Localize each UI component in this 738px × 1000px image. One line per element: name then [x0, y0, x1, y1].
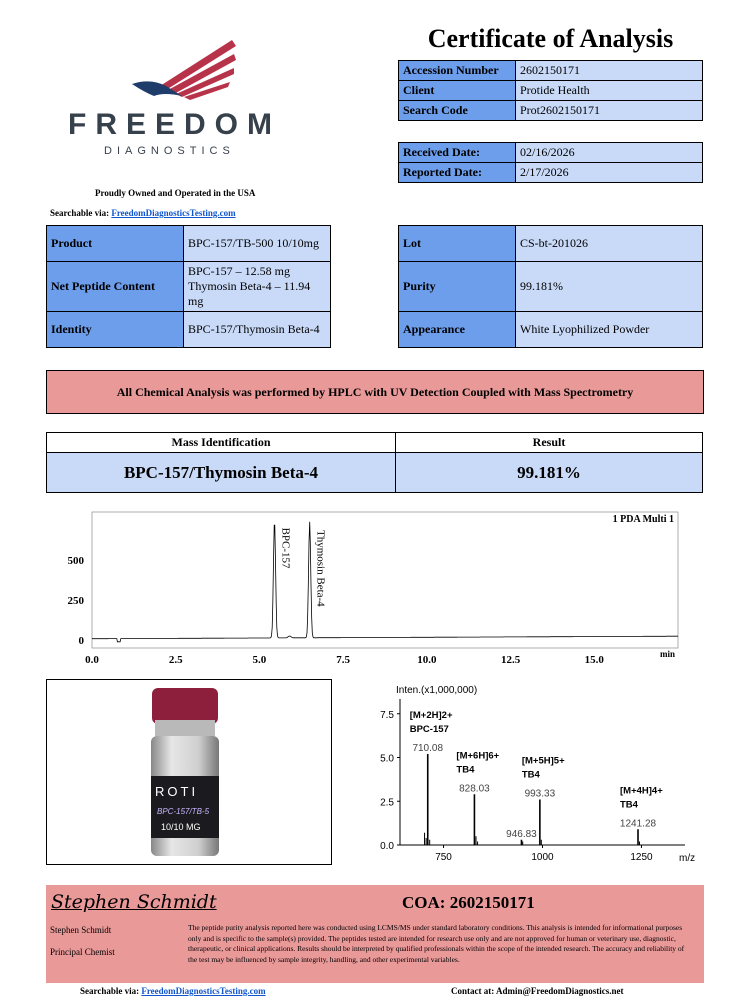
net-peptide-value: BPC-157 – 12.58 mg Thymosin Beta-4 – 11.94 mg: [184, 262, 331, 312]
search-code-label: Search Code: [399, 101, 516, 121]
logo-subtitle: DIAGNOSTICS: [104, 145, 235, 157]
chemist-role: Principal Chemist: [50, 947, 115, 957]
logo-name: FREEDOM: [68, 108, 281, 141]
footer-panel: [46, 885, 704, 983]
peak-label: BPC-157: [279, 527, 292, 569]
x-tick-label: 1250: [630, 852, 653, 863]
y-tick-label: 500: [67, 555, 84, 567]
disclaimer: The peptide purity analysis reported here was conducted using LCMS/MS under standard laboratory conditions. This analysis is intended for informational purposes only and is specific to the sample(s) provided. The peptides tested are intended for research use only and are not approved for human or veterinary use, diagnostic, therapeutic, or clinical applications. Results should be interpreted by qualified professionals within the scope of the intended research. The accuracy and reliability of the test may be influenced by sample integrity, handling, and other experimental variables.: [188, 923, 685, 964]
peak-value-label: 828.03: [459, 783, 490, 795]
lot-value: CS-bt-201026: [516, 226, 703, 262]
client-label: Client: [399, 81, 516, 101]
vial-label: BPC-157/TB-5: [157, 807, 210, 816]
x-tick-label: 2.5: [168, 654, 183, 666]
search-code-value: Prot2602150171: [516, 101, 703, 121]
hplc-chromatogram: [50, 508, 690, 668]
peak-value-label: 993.33: [524, 788, 556, 800]
x-axis-label: m/z: [679, 853, 696, 864]
page-title: Certificate of Analysis: [427, 24, 674, 53]
ion-label: [M+4H]4+: [620, 785, 663, 797]
mass-id-value: BPC-157/Thymosin Beta-4: [47, 453, 396, 493]
mass-spectrum: [360, 683, 705, 868]
product-label: Product: [47, 226, 184, 262]
y-tick-label: 250: [67, 595, 84, 607]
ion-label: [M+6H]6+: [456, 750, 500, 762]
flag-icon: [130, 34, 240, 104]
method-banner: All Chemical Analysis was performed by HPLC with UV Detection Coupled with Mass Spectrometry: [46, 370, 704, 414]
contact-label: Contact at:: [451, 986, 495, 996]
vial-dose: 10/10 MG: [161, 822, 201, 832]
result-header: Result: [396, 433, 703, 453]
received-value: 02/16/2026: [516, 143, 703, 163]
x-tick-label: 750: [435, 852, 452, 863]
x-tick-label: 15.0: [584, 654, 604, 666]
ion-label: TB4: [620, 799, 638, 811]
lot-label: Lot: [399, 226, 516, 262]
footer-contact: [451, 986, 623, 996]
y-tick-label: 2.5: [380, 797, 394, 809]
appearance-value: White Lyophilized Powder: [516, 312, 703, 348]
y-tick-label: 0.0: [380, 841, 394, 852]
searchable-top: [50, 208, 236, 218]
purity-label: Purity: [399, 262, 516, 312]
y-tick-label: 5.0: [380, 753, 394, 765]
peak-value-label: 1241.28: [619, 818, 657, 830]
plot-frame: [92, 512, 678, 648]
reported-value: 2/17/2026: [516, 163, 703, 183]
product-table: [46, 225, 331, 348]
received-label: Received Date:: [399, 143, 516, 163]
net-peptide-label: Net Peptide Content: [47, 262, 184, 312]
ion-label: [M+2H]2+: [409, 710, 453, 721]
contact-email[interactable]: Admin@FreedomDiagnostics.net: [496, 986, 624, 996]
x-tick-label: 12.5: [500, 654, 521, 666]
product-value: BPC-157/TB-500 10/10mg: [184, 226, 331, 262]
coa-number: COA: 2602150171: [402, 893, 535, 912]
footer-searchable-link[interactable]: FreedomDiagnosticsTesting.com: [141, 986, 266, 996]
peak-value-label: 946.83: [506, 828, 537, 840]
ion-label: TB4: [456, 764, 475, 776]
x-tick-label: 1000: [531, 852, 554, 863]
vial-photo: [46, 679, 332, 865]
x-tick-label: 5.0: [252, 654, 267, 666]
footer-searchable: [80, 986, 266, 996]
lot-table: [398, 225, 703, 348]
result-value: 99.181%: [396, 453, 703, 493]
identity-value: BPC-157/Thymosin Beta-4: [184, 312, 331, 348]
x-tick-label: 10.0: [417, 654, 437, 666]
peak-label: Thymosin Beta-4: [314, 530, 327, 607]
dates-table: [398, 142, 703, 183]
x-tick-label: 7.5: [336, 654, 351, 666]
logo: [60, 30, 290, 180]
ion-label: TB4: [521, 769, 540, 781]
x-tick-label: 0.0: [85, 654, 99, 666]
y-axis-label: Inten.(x1,000,000): [396, 685, 478, 696]
identity-label: Identity: [47, 312, 184, 348]
client-value: Protide Health: [516, 81, 703, 101]
mass-id-header: Mass Identification: [47, 433, 396, 453]
appearance-label: Appearance: [399, 312, 516, 348]
accession-value: 2602150171: [516, 61, 703, 81]
searchable-link[interactable]: FreedomDiagnosticsTesting.com: [111, 208, 236, 218]
reported-label: Reported Date:: [399, 163, 516, 183]
purity-value: 99.181%: [516, 262, 703, 312]
accession-table: [398, 60, 703, 121]
tagline: Proudly Owned and Operated in the USA: [95, 188, 256, 198]
vial-brand: ROTI: [155, 784, 199, 799]
peak-value-label: 710.08: [412, 743, 444, 754]
ion-label: [M+5H]5+: [521, 755, 565, 767]
ion-label: BPC-157: [409, 724, 449, 735]
searchable-label: Searchable via:: [50, 208, 110, 218]
y-tick-label: 0: [78, 635, 84, 647]
x-axis-label: min: [660, 649, 676, 659]
result-table: [46, 432, 703, 493]
y-tick-label: 7.5: [380, 709, 394, 721]
signature: Stephen Schmidt: [51, 891, 217, 913]
chart-title: 1 PDA Multi 1: [612, 514, 674, 525]
accession-label: Accession Number: [399, 61, 516, 81]
footer-searchable-label: Searchable via:: [80, 986, 140, 996]
chromatogram-trace: [92, 522, 678, 642]
chemist-name: Stephen Schmidt: [50, 925, 112, 935]
